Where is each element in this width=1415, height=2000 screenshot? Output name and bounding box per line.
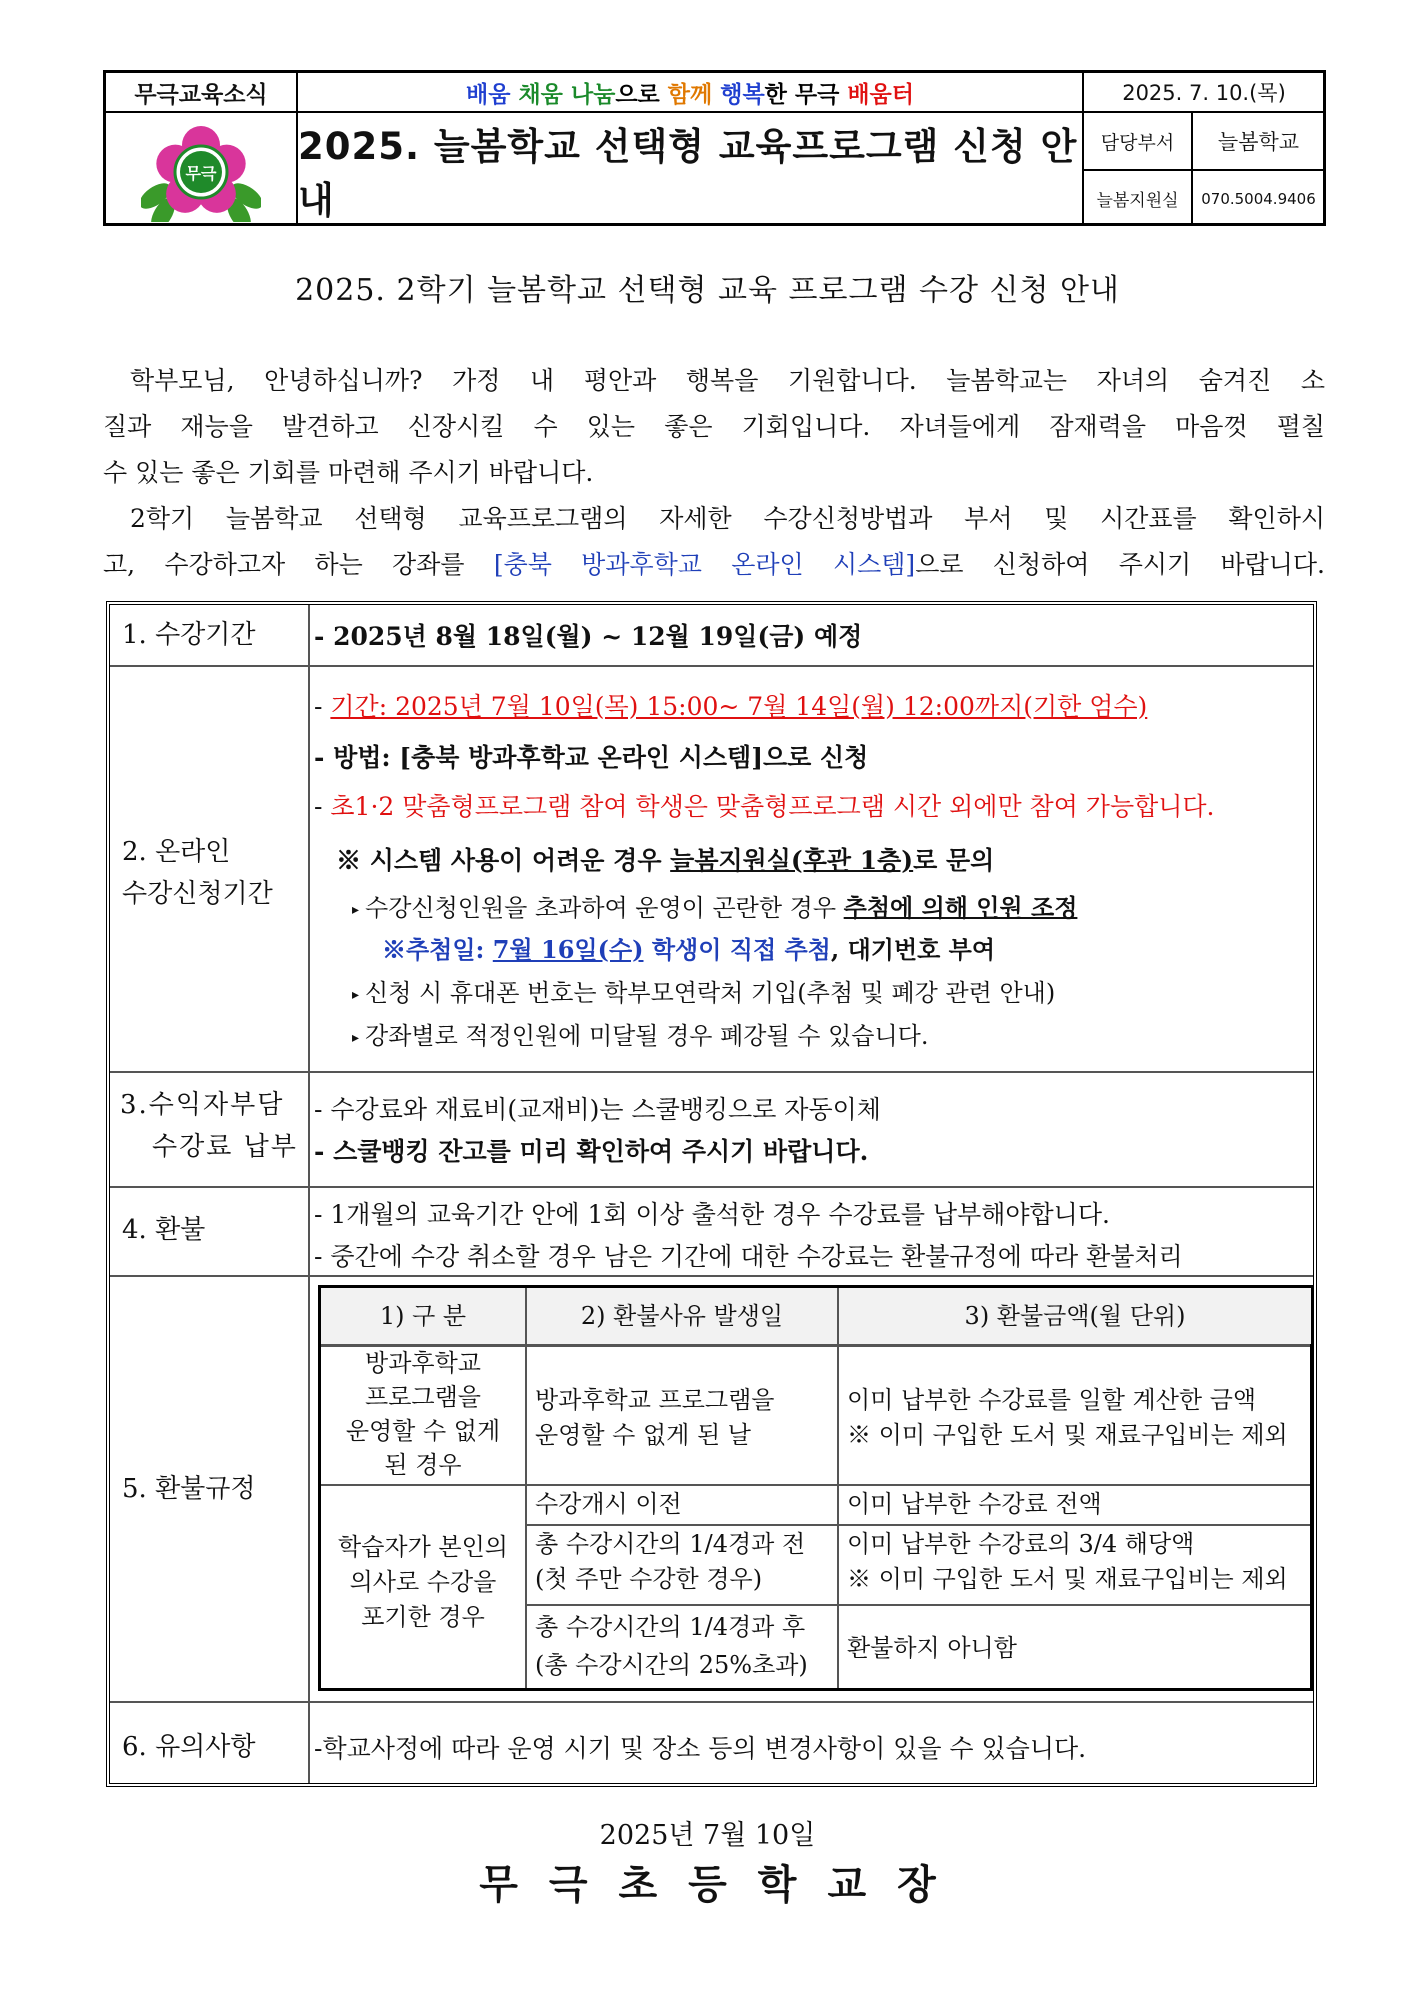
intro-line-1: 학부모님, 안녕하십니까? 가정 내 평안과 행복을 기원합니다. 늘봄학교는 자녀의 숨겨진 소 bbox=[130, 366, 1325, 395]
refund-header-amount: 3) 환불금액(월 단위) bbox=[839, 1288, 1311, 1344]
period-text: 기간: 2025년 7월 10일(목) 15:00~ 7월 14일(월) 12:00까지(기한 엄수) bbox=[330, 692, 1148, 721]
grade12-notice bbox=[310, 787, 1313, 823]
refund-reason-line: (첫 주만 수강한 경우) bbox=[535, 1565, 763, 1593]
lottery-bullet bbox=[310, 888, 1313, 923]
cancel-bullet-text: 강좌별로 적정인원에 미달될 경우 폐강될 수 있습니다. bbox=[365, 1022, 929, 1050]
department-label: 담당부서 bbox=[1100, 131, 1175, 154]
row-period-label: 1. 수강기간 bbox=[122, 620, 256, 650]
principal-signature: 무극초등학교장 bbox=[479, 1861, 967, 1908]
row-period-text: - 2025년 8월 18일(월) ~ 12월 19일(금) 예정 bbox=[314, 622, 863, 651]
online-system-name: [충북 방과후학교 온라인 시스템] bbox=[493, 550, 916, 579]
refund-amount-line: ※ 이미 구입한 도서 및 재료구입비는 제외 bbox=[847, 1421, 1288, 1449]
notice-text: 초1·2 맞춤형프로그램 참여 학생은 맞춤형프로그램 시간 외에만 참여 가능합니다. bbox=[330, 792, 1215, 821]
intro-line-3: 수 있는 좋은 기회를 마련해 주시기 바랍니다. bbox=[103, 458, 594, 487]
lottery-method: 학생이 직접 추첨 bbox=[643, 935, 831, 964]
refund-reason-line: 총 수강시간의 1/4경과 전 bbox=[535, 1530, 806, 1558]
refund-category-program-closed bbox=[321, 1346, 525, 1482]
refund-reason-before-start: 수강개시 이전 bbox=[535, 1490, 682, 1518]
refund-amount-program-closed bbox=[847, 1383, 1288, 1453]
refund-category-line: 방과후학교 bbox=[365, 1349, 481, 1377]
school-emblem-icon bbox=[141, 118, 261, 222]
system-help-office: 늘봄지원실(후관 1층) bbox=[670, 846, 914, 875]
intro-line-5 bbox=[103, 542, 1325, 588]
refund-reason-line: 총 수강시간의 1/4경과 후 bbox=[535, 1613, 806, 1641]
school-slogan bbox=[298, 73, 1082, 111]
slogan-word bbox=[510, 79, 518, 105]
lottery-date: 7월 16일(수) bbox=[492, 935, 644, 964]
slogan-word: 배움터 bbox=[847, 81, 914, 108]
refund-reason-line: 운영할 수 없게 된 날 bbox=[535, 1421, 751, 1449]
school-logo bbox=[106, 113, 296, 226]
application-period bbox=[310, 687, 1313, 723]
period-dash: - bbox=[314, 692, 331, 721]
intro-line-5-end: 으로 신청하여 주시기 바랍니다. bbox=[915, 550, 1325, 579]
newsletter-header bbox=[103, 70, 1326, 226]
lottery-bullet-emphasis: 추첨에 의해 인원 조정 bbox=[843, 893, 1078, 922]
system-help-end: 로 문의 bbox=[913, 846, 995, 875]
refund-rule-2: - 중간에 수강 취소할 경우 남은 기간에 대한 수강료는 환불규정에 따라 환불처리 bbox=[314, 1242, 1183, 1271]
refund-header-category: 1) 구 분 bbox=[321, 1288, 525, 1344]
slogan-word: 으로 bbox=[615, 81, 668, 108]
row-notes-label: 6. 유의사항 bbox=[122, 1732, 256, 1762]
footer-date: 2025년 7월 10일 bbox=[599, 1820, 816, 1851]
row-fee-label-2: 수강료 납부 bbox=[152, 1132, 298, 1162]
lottery-bullet-start: 수강신청인원을 초과하여 운영이 곤란한 경우 bbox=[365, 894, 844, 922]
slogan-word: 나눔 bbox=[570, 81, 616, 108]
refund-amount-line: 이미 납부한 수강료의 3/4 해당액 bbox=[847, 1530, 1195, 1558]
refund-reason-program-closed bbox=[535, 1383, 774, 1453]
refund-category-line: 의사로 수강을 bbox=[349, 1568, 497, 1596]
row-online-label-1: 2. 온라인 bbox=[122, 837, 231, 867]
row-online-label-2: 수강신청기간 bbox=[122, 879, 273, 909]
refund-reason-after-quarter bbox=[535, 1608, 808, 1684]
refund-amount-after-quarter: 환불하지 아니함 bbox=[847, 1634, 1017, 1662]
lottery-date-line bbox=[310, 930, 1313, 965]
refund-category-withdrawal bbox=[321, 1530, 525, 1635]
newsletter-title: 2025. 늘봄학교 선택형 교육프로그램 신청 안내 bbox=[298, 124, 1078, 222]
row-refund-policy-label: 5. 환불규정 bbox=[122, 1474, 256, 1504]
refund-amount-before-quarter bbox=[847, 1527, 1288, 1597]
refund-category-line: 포기한 경우 bbox=[361, 1603, 485, 1631]
slogan-word: 배움 bbox=[465, 81, 511, 108]
intro-line-2: 질과 재능을 발견하고 신장시킬 수 있는 좋은 기회입니다. 자녀들에게 잠재력을 마음껏 펼칠 bbox=[103, 412, 1325, 441]
slogan-word bbox=[563, 79, 571, 105]
refund-amount-before-start: 이미 납부한 수강료 전액 bbox=[847, 1490, 1102, 1518]
svg-text:무극: 무극 bbox=[185, 163, 217, 183]
waiting-number: , 대기번호 부여 bbox=[830, 935, 996, 964]
document-title: 2025. 2학기 늘봄학교 선택형 교육 프로그램 수강 신청 안내 bbox=[295, 273, 1120, 308]
notes-text: -학교사정에 따라 운영 시기 및 장소 등의 변경사항이 있을 수 있습니다. bbox=[314, 1734, 1087, 1763]
phone-bullet bbox=[310, 973, 1313, 1008]
refund-category-line: 프로그램을 bbox=[365, 1383, 481, 1411]
refund-category-line: 된 경우 bbox=[384, 1451, 462, 1479]
notice-dash: - bbox=[314, 792, 331, 821]
office-phone: 070.5004.9406 bbox=[1201, 189, 1316, 208]
bullet-triangle-icon: ▸ bbox=[352, 901, 360, 918]
refund-reason-line: 방과후학교 프로그램을 bbox=[535, 1386, 775, 1414]
info-table bbox=[106, 601, 1317, 1787]
system-help-note bbox=[310, 841, 1313, 877]
lottery-date-prefix: ※추첨일: bbox=[382, 935, 493, 964]
slogan-word: 한 무극 bbox=[764, 81, 848, 108]
fee-autopay: - 수강료와 재료비(교재비)는 스쿨뱅킹으로 자동이체 bbox=[314, 1095, 881, 1124]
row-fee-label-1: 3.수익자부담 bbox=[120, 1090, 285, 1120]
refund-amount-line: ※ 이미 구입한 도서 및 재료구입비는 제외 bbox=[847, 1565, 1288, 1593]
system-help-start: ※ 시스템 사용이 어려운 경우 bbox=[336, 846, 671, 875]
refund-rule-1: - 1개월의 교육기간 안에 1회 이상 출석한 경우 수강료를 납부해야합니다. bbox=[314, 1200, 1110, 1229]
row-refund-label: 4. 환불 bbox=[122, 1215, 206, 1245]
slogan-word bbox=[712, 79, 720, 105]
slogan-word: 채움 bbox=[518, 81, 563, 108]
newsletter-name: 무극교육소식 bbox=[134, 81, 268, 108]
cancel-bullet bbox=[310, 1016, 1313, 1051]
phone-bullet-text: 신청 시 휴대폰 번호는 학부모연락처 기입(추첨 및 폐강 관련 안내) bbox=[365, 979, 1056, 1007]
bullet-triangle-icon: ▸ bbox=[352, 1029, 360, 1046]
refund-amount-line: 이미 납부한 수강료를 일할 계산한 금액 bbox=[847, 1386, 1257, 1414]
refund-category-line: 운영할 수 없게 bbox=[345, 1417, 501, 1445]
refund-header-reason: 2) 환불사유 발생일 bbox=[527, 1288, 837, 1344]
refund-reason-before-quarter bbox=[535, 1527, 805, 1597]
refund-category-line: 학습자가 본인의 bbox=[338, 1533, 508, 1561]
refund-policy-table bbox=[318, 1285, 1313, 1691]
issue-date: 2025. 7. 10.(목) bbox=[1122, 81, 1286, 105]
slogan-word: 함께 bbox=[667, 81, 713, 108]
application-method: - 방법: [충북 방과후학교 온라인 시스템]으로 신청 bbox=[314, 743, 869, 772]
bullet-triangle-icon: ▸ bbox=[352, 986, 360, 1003]
refund-reason-line: (총 수강시간의 25%초과) bbox=[535, 1651, 808, 1679]
office-label: 늘봄지원실 bbox=[1096, 191, 1179, 211]
slogan-word: 행복 bbox=[720, 81, 765, 108]
intro-line-5-start: 고, 수강하고자 하는 강좌를 bbox=[103, 550, 494, 579]
intro-line-4: 2학기 늘봄학교 선택형 교육프로그램의 자세한 수강신청방법과 부서 및 시간표를 확인하시 bbox=[130, 504, 1325, 533]
fee-balance-notice: - 스쿨뱅킹 잔고를 미리 확인하여 주시기 바랍니다. bbox=[314, 1137, 869, 1166]
department-value: 늘봄학교 bbox=[1217, 130, 1300, 154]
